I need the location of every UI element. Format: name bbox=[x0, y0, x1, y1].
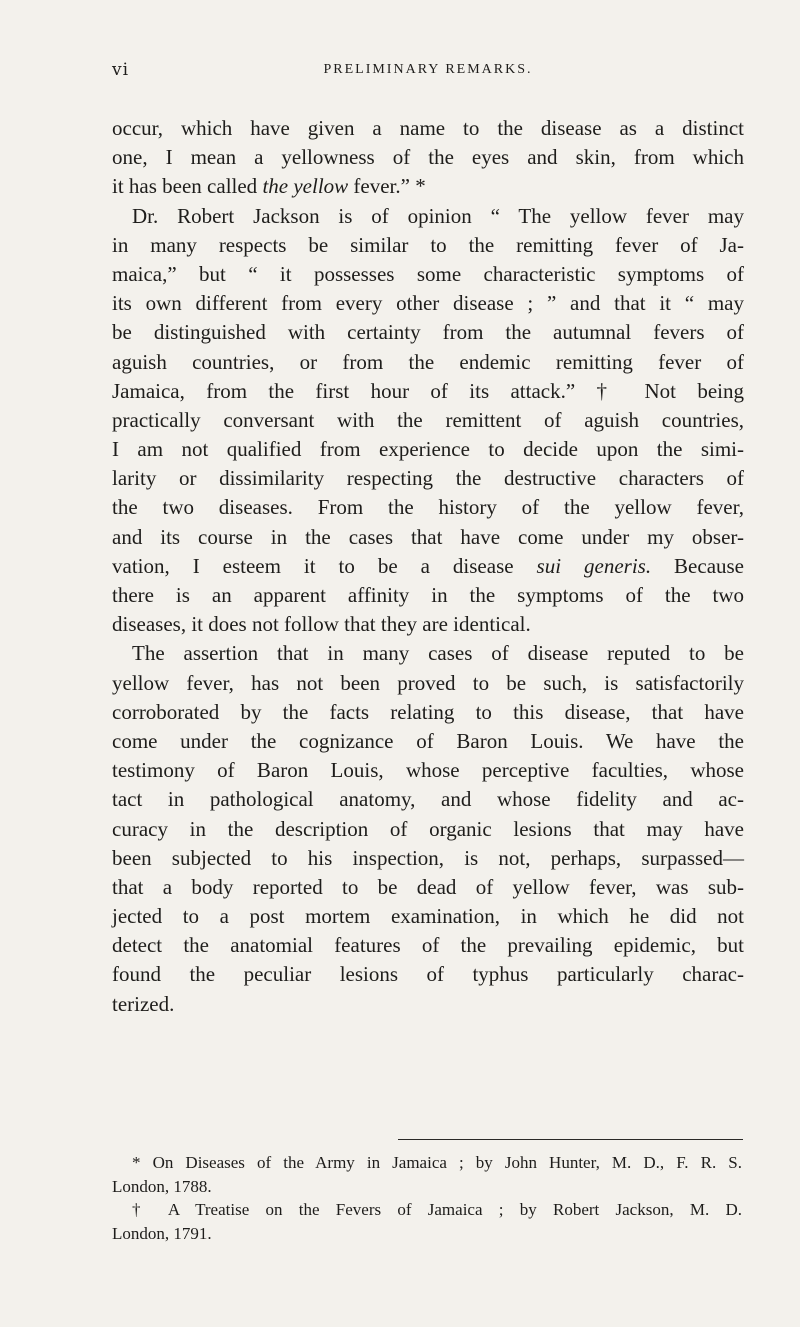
footnote-line: * On Diseases of the Army in Jamaica ; by John Hunter, M. D., F. R. S. bbox=[132, 1153, 742, 1172]
page-number: vi bbox=[112, 60, 130, 80]
text-line: and its course in the cases that have come under my obser- bbox=[112, 524, 744, 549]
footnote-line: † A Treatise on the Fevers of Jamaica ; by Robert Jackson, M. D. bbox=[132, 1200, 742, 1219]
paragraph-start-line: The assertion that in many cases of disease reputed to be bbox=[132, 641, 744, 666]
text-line: detect the anatomial features of the prevailing epidemic, but bbox=[112, 933, 744, 958]
text-line: I am not qualified from experience to decide upon the simi- bbox=[112, 437, 744, 462]
text-line: there is an apparent affinity in the symptoms of the two bbox=[112, 583, 744, 607]
text-line: larity or dissimilarity respecting the destructive characters of bbox=[112, 466, 744, 491]
text-line: the two diseases. From the history of the yellow fever, bbox=[112, 495, 744, 520]
text-line: diseases, it does not follow that they are identical. bbox=[112, 612, 531, 637]
text-line: in many respects be similar to the remitting fever of Ja- bbox=[112, 232, 744, 257]
text-line: testimony of Baron Louis, whose perceptive faculties, whose bbox=[112, 758, 744, 783]
text-line: jected to a post mortem examination, in which he did not bbox=[112, 904, 744, 929]
text-line: come under the cognizance of Baron Louis. We have the bbox=[112, 728, 744, 753]
text-line: yellow fever, has not been proved to be such, is satisfactorily bbox=[112, 670, 744, 695]
text-line: terized. bbox=[112, 991, 175, 1016]
paragraph-start-line: Dr. Robert Jackson is of opinion “ The yellow fever may bbox=[132, 203, 744, 228]
text-line bbox=[112, 552, 744, 581]
text-line: been subjected to his inspection, is not, perhaps, surpassed— bbox=[112, 845, 744, 870]
text-line: Jamaica, from the first hour of its attack.” † Not being bbox=[112, 378, 744, 403]
running-head bbox=[112, 60, 744, 84]
text-line: maica,” but “ it possesses some characteristic symptoms of bbox=[112, 261, 744, 286]
text-line: be distinguished with certainty from the autumnal fevers of bbox=[112, 320, 744, 345]
text-segment: Because bbox=[651, 553, 745, 578]
footnote-line: London, 1791. bbox=[112, 1223, 212, 1243]
text-line bbox=[112, 172, 744, 201]
text-line: curacy in the description of organic lesions that may have bbox=[112, 816, 744, 841]
footnotes bbox=[112, 1151, 742, 1245]
text-line: its own different from every other disease ; ” and that it “ may bbox=[112, 291, 744, 316]
text-line: one, I mean a yellowness of the eyes and skin, from which bbox=[112, 145, 744, 170]
text-line: practically conversant with the remittent of aguish countries, bbox=[112, 407, 744, 432]
text-line: that a body reported to be dead of yellow fever, was sub- bbox=[112, 874, 744, 899]
body-text bbox=[112, 114, 744, 1019]
text-line: found the peculiar lesions of typhus particularly charac- bbox=[112, 962, 744, 987]
text-segment: fever.” * bbox=[348, 174, 426, 199]
text-line: corroborated by the facts relating to this disease, that have bbox=[112, 699, 744, 724]
italic-phrase: sui generis. bbox=[536, 553, 652, 578]
text-segment: vation, I esteem it to be a disease bbox=[112, 553, 537, 578]
italic-phrase: the yellow bbox=[262, 174, 349, 199]
footnote-line: London, 1788. bbox=[112, 1176, 212, 1196]
running-title: PRELIMINARY REMARKS. bbox=[323, 62, 533, 77]
text-segment: it has been called bbox=[112, 174, 263, 199]
text-line: occur, which have given a name to the disease as a distinct bbox=[112, 116, 744, 140]
text-line: aguish countries, or from the endemic remitting fever of bbox=[112, 349, 744, 374]
text-line: tact in pathological anatomy, and whose fidelity and ac- bbox=[112, 787, 744, 812]
footnote-divider bbox=[398, 1139, 743, 1140]
